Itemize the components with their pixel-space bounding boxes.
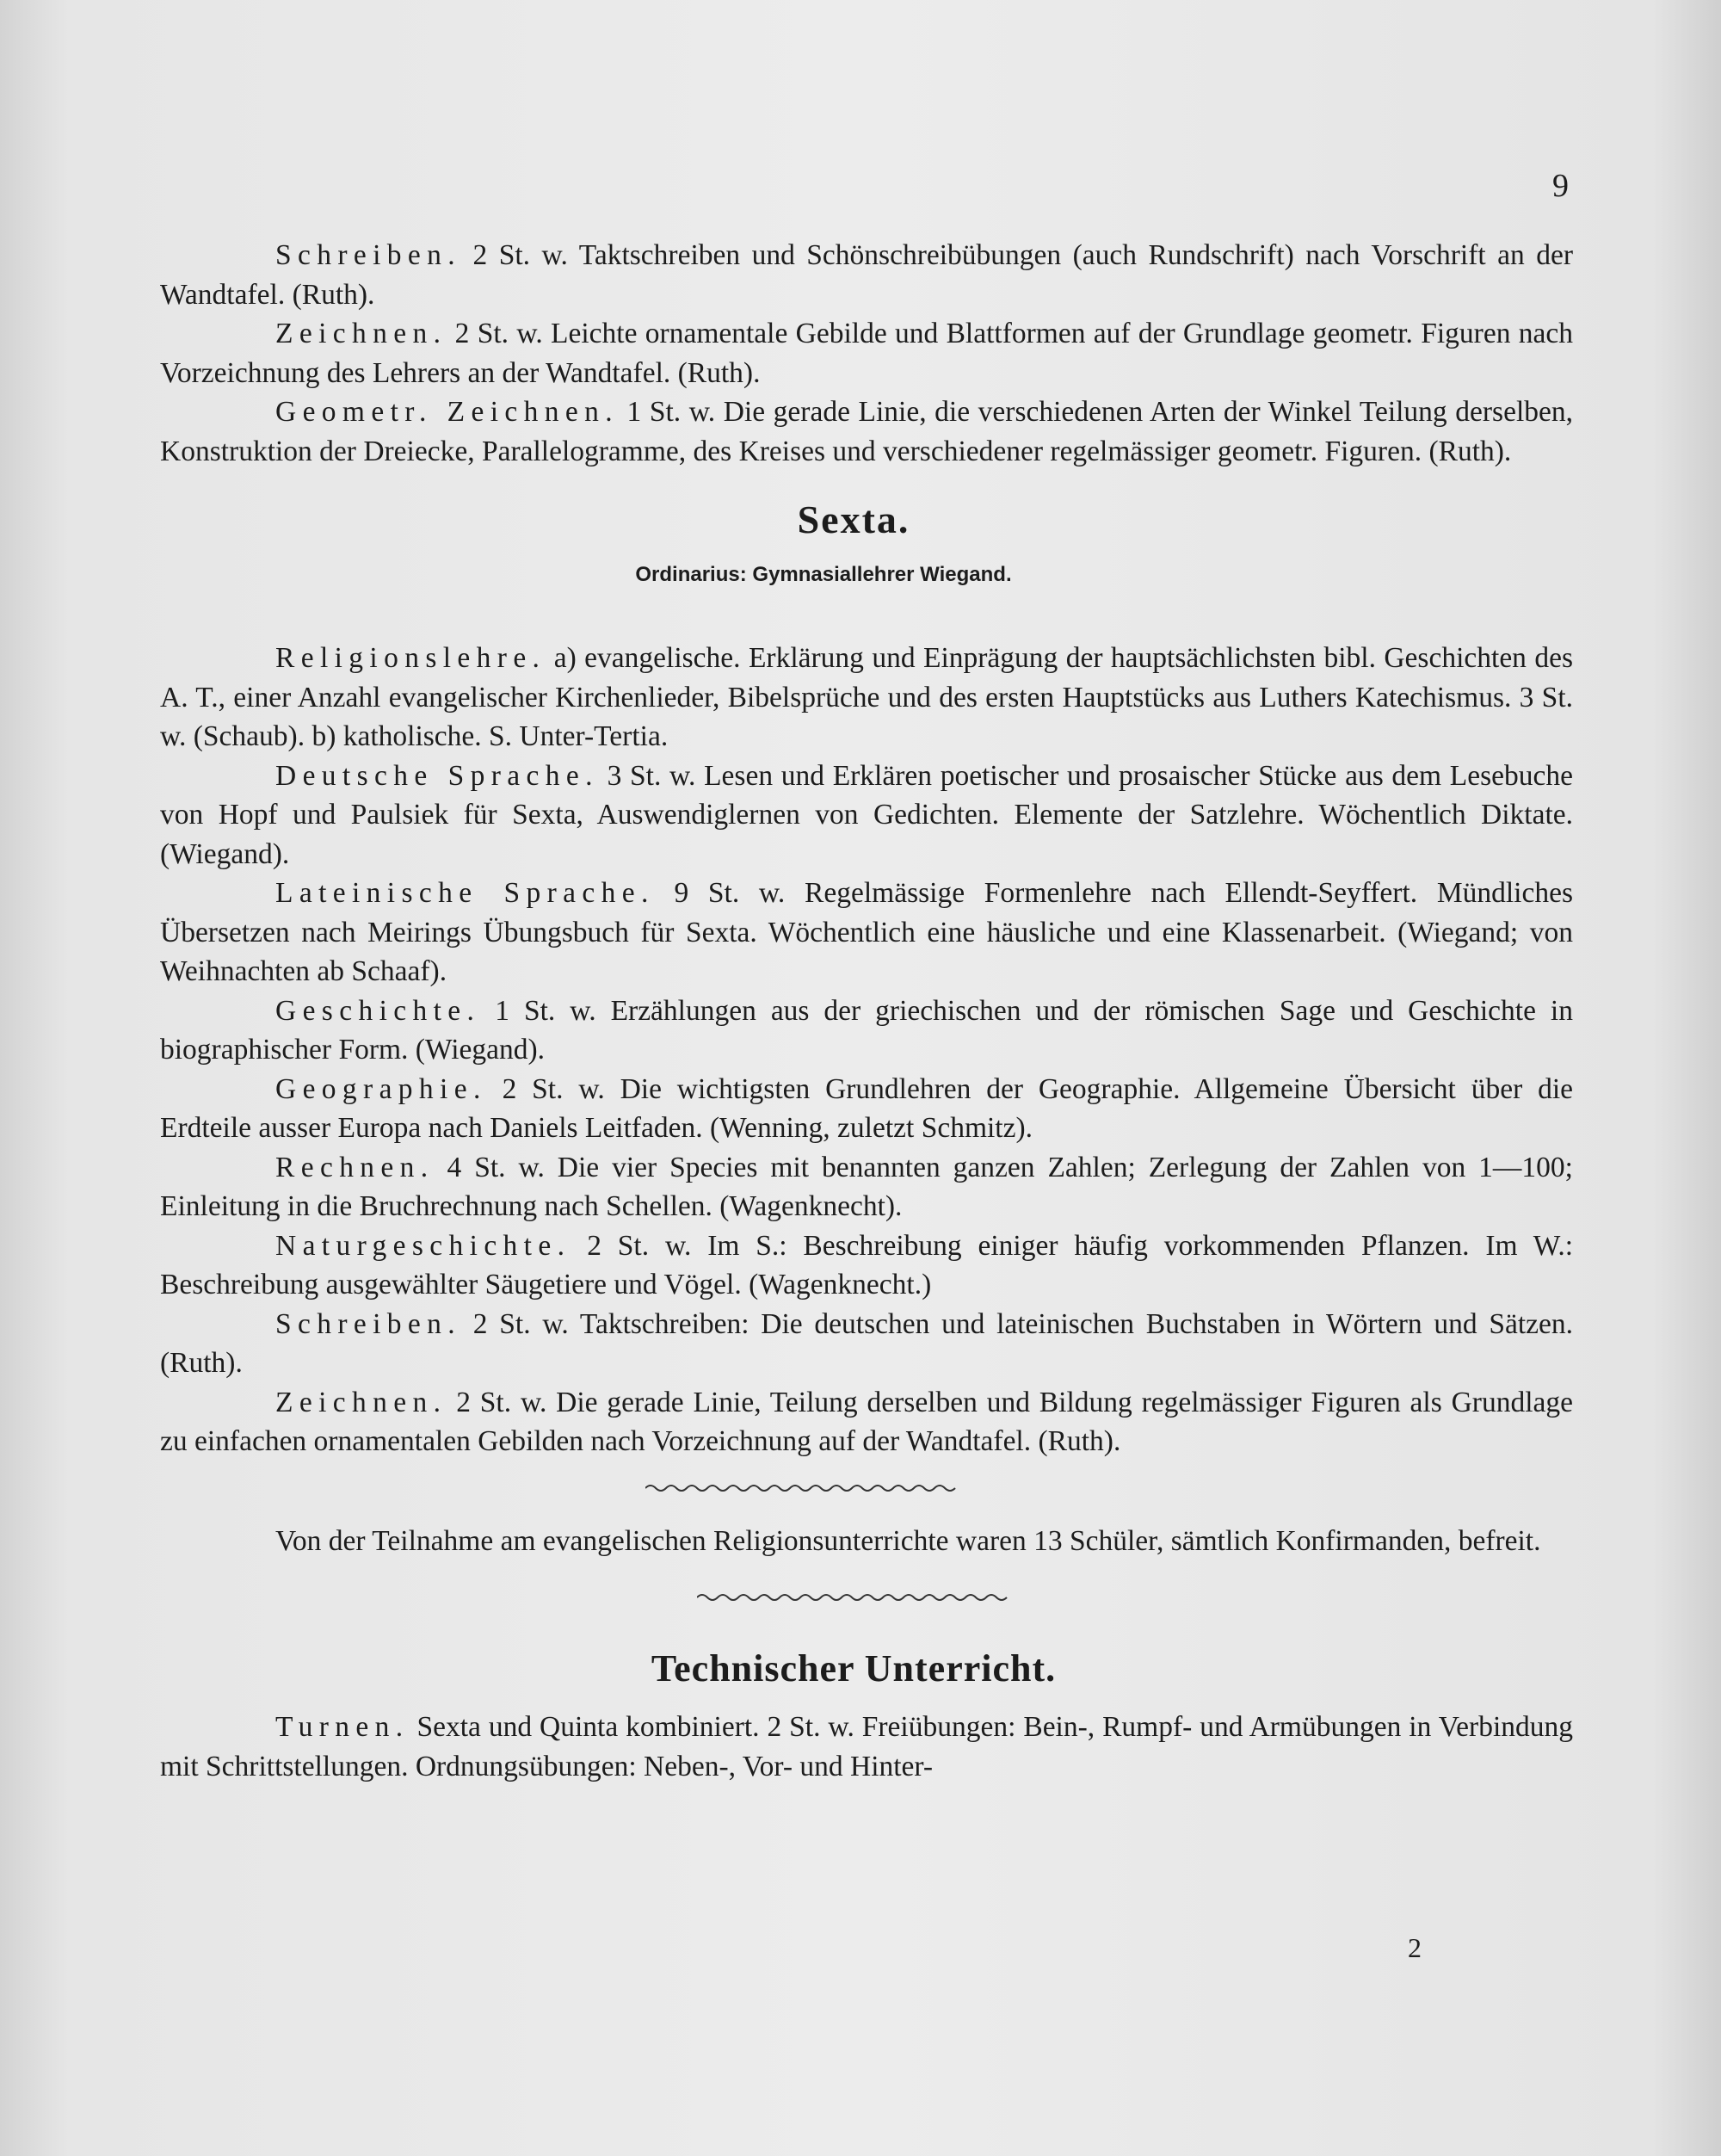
sexta-heading: Sexta. <box>797 497 910 541</box>
subject-label: Geographie. <box>275 1072 487 1105</box>
subject-text: Sexta und Quinta kombiniert. 2 St. w. Freiübungen: Bein-, Rumpf- und Armübungen in Verbindung mit Schrittstellungen. Ordnungsübungen: Neben-, Vor- und Hinter- <box>160 1711 1574 1782</box>
subject-paragraph <box>160 1708 1573 1786</box>
subject-label: Schreiben. <box>275 239 462 271</box>
subject-paragraph <box>160 236 1573 314</box>
subject-text: 2 St. w. Leichte ornamentale Gebilde und Blattformen auf der Grundlage geometr. Figuren nach Vorzeichnung des Lehrers an der Wandtafel. (Ruth). <box>160 318 1573 389</box>
subject-text: 1 St. w. Erzählungen aus der griechischen und der römischen Sage und Geschichte in biographischer Form. (Wiegand). <box>160 994 1573 1066</box>
subject-text: 4 St. w. Die vier Species mit benannten ganzen Zahlen; Zerlegung der Zahlen von 1—100; Einleitung in die Bruchrechnung nach Schellen. (Wagenknecht). <box>160 1151 1573 1222</box>
subject-paragraph <box>160 392 1573 471</box>
subject-text: 3 St. w. Lesen und Erklären poetischer und prosaischer Stücke aus dem Lesebuche von Hopf und Paulsiek für Sexta, Auswendiglernen von Gedichten. Elemente der Satzlehre. Wöchentlich Diktate. (Wiegand). <box>160 759 1573 870</box>
subject-label: Lateinische Sprache. <box>275 877 655 909</box>
subject-text: 2 St. w. Die gerade Linie, Teilung derselben und Bildung regelmässiger Figuren als Grundlage zu einfachen ornamentalen Gebilden nach Vorzeichnung auf der Wandtafel. (Ruth). <box>160 1386 1573 1457</box>
subject-text: 9 St. w. Regelmässige Formenlehre nach Ellendt-Seyffert. Mündliches Übersetzen nach Meirings Übungsbuch für Sexta. Wöchentlich eine häusliche und eine Klassenarbeit. (Wiegand; von Weihnachten ab Schaaf). <box>160 877 1573 987</box>
subject-paragraph <box>160 639 1573 757</box>
subject-text: 1 St. w. Die gerade Linie, die verschiedenen Arten der Winkel Teilung derselben, Konstruktion der Dreiecke, Parallelogramme, des Kreises und verschiedener regelmässiger geometr. Figuren. (Ruth). <box>160 396 1573 467</box>
subject-text: 2 St. w. Im S.: Beschreibung einiger häufig vorkommenden Pflanzen. Im W.: Beschreibung ausgewählter Säugetiere und Vögel. (Wagenknecht.) <box>160 1229 1573 1300</box>
subject-paragraph <box>160 1148 1573 1226</box>
subject-text: 2 St. w. Die wichtigsten Grundlehren der Geographie. Allgemeine Übersicht über die Erdteile ausser Europa nach Daniels Leitfaden. (Wenning, zuletzt Schmitz). <box>160 1072 1574 1144</box>
subject-paragraph <box>160 1305 1573 1383</box>
subject-label: Geschichte. <box>275 994 481 1027</box>
subject-label: Zeichnen. <box>275 318 447 349</box>
subject-text: 2 St. w. Taktschreiben: Die deutschen und lateinischen Buchstaben in Wörtern und Sätzen. (Ruth). <box>160 1307 1574 1379</box>
subject-label: Naturgeschichte. <box>275 1229 571 1262</box>
ordinarius-line: Ordinarius: Gymnasiallehrer Wiegand. <box>635 563 1012 586</box>
subject-label: Geometr. Zeichnen. <box>275 396 619 428</box>
wavy-divider-icon <box>645 1482 964 1494</box>
subject-paragraph <box>160 1383 1573 1461</box>
subject-label: Turnen. <box>275 1711 410 1743</box>
exemption-note: Von der Teilnahme am evangelischen Religionsunterrichte waren 13 Schüler, sämtlich Konfirmanden, befreit. <box>275 1524 1541 1557</box>
sheet-signature: 2 <box>1408 1932 1422 1963</box>
subject-text: a) evangelische. Erklärung und Einprägung der hauptsächlichsten bibl. Geschichten des A. T., einer Anzahl evangelischer Kirchenlieder, Bibelsprüche und des ersten Hauptstücks aus Luthers Katechismus. 3 St. w. (Schaub). b) katholische. S. Unter-Tertia. <box>160 642 1574 752</box>
subject-paragraph <box>160 314 1573 392</box>
subject-paragraph <box>160 874 1573 992</box>
subject-label: Deutsche Sprache. <box>275 759 599 792</box>
document-body <box>160 236 1573 1786</box>
subject-paragraph <box>160 1070 1573 1148</box>
subject-text: 2 St. w. Taktschreiben und Schönschreibübungen (auch Rundschrift) nach Vorschrift an der Wandtafel. (Ruth). <box>160 239 1574 311</box>
subject-paragraph <box>160 992 1573 1070</box>
page-number: 9 <box>1552 168 1569 204</box>
technical-heading: Technischer Unterricht. <box>651 1647 1057 1690</box>
subject-label: Rechnen. <box>275 1151 435 1183</box>
subject-paragraph <box>160 757 1573 874</box>
subject-paragraph <box>160 1226 1573 1305</box>
subject-label: Zeichnen. <box>275 1386 447 1418</box>
subject-label: Schreiben. <box>275 1307 462 1340</box>
wavy-divider-icon <box>697 1591 1015 1603</box>
subject-label: Religionslehre. <box>275 642 546 674</box>
